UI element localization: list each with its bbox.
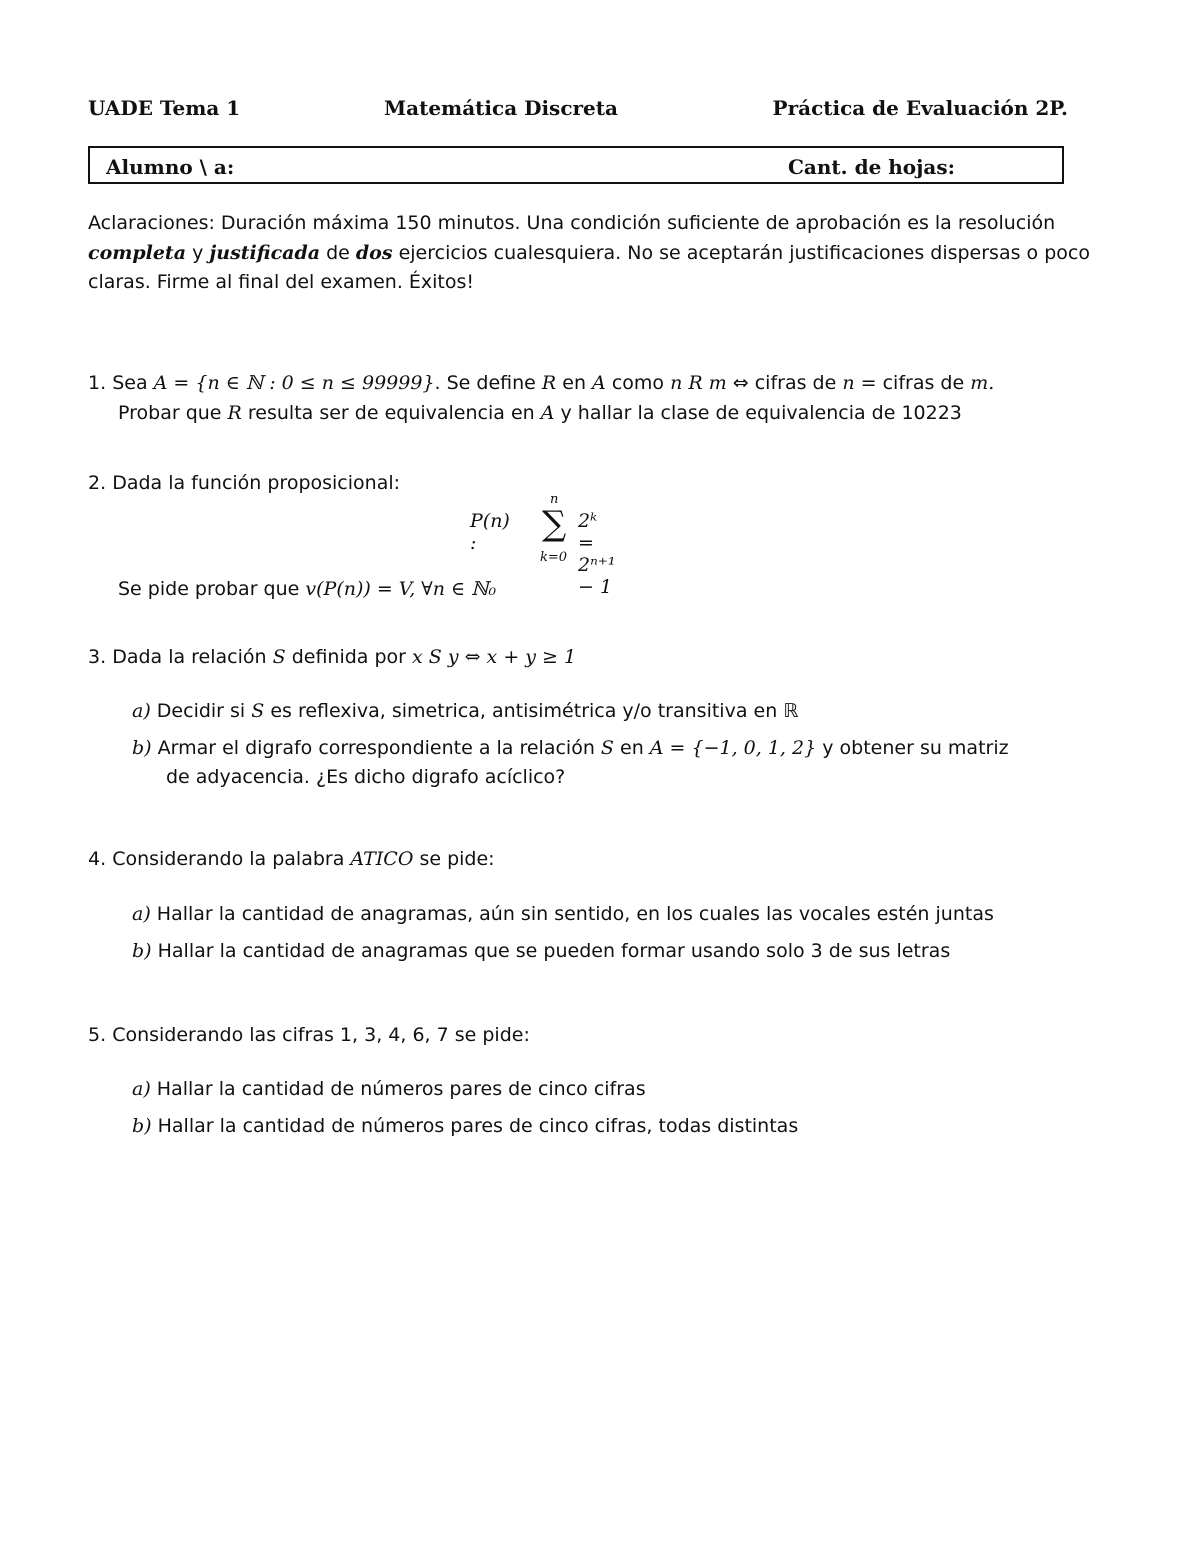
equation-lhs: P(n) : [470, 510, 510, 554]
question-5-part-a: a) Hallar la cantidad de números pares de cinco cifras [132, 1078, 646, 1100]
question-2: 2. Dada la función proposicional: [88, 472, 401, 494]
header-subject: Matemática Discreta [384, 96, 618, 120]
sum-lower-limit: k=0 [540, 550, 568, 565]
question-5: 5. Considerando las cifras 1, 3, 4, 6, 7 se pide: [88, 1024, 530, 1046]
question-4: 4. Considerando la palabra ATICO se pide: [88, 848, 495, 870]
question-5-part-b: b) Hallar la cantidad de números pares de cinco cifras, todas distintas [132, 1115, 799, 1137]
question-3-part-a: a) Decidir si S es reflexiva, simetrica, antisimétrica y/o transitiva en ℝ [132, 700, 799, 722]
question-1-line-2: Probar que R resulta ser de equivalencia en A y hallar la clase de equivalencia de 10223 [118, 402, 962, 424]
student-name-label: Alumno \ a: [106, 155, 235, 179]
equation-rhs: 2ᵏ = 2ⁿ⁺¹ − 1 [578, 510, 616, 598]
header-course: UADE Tema 1 [88, 96, 241, 120]
question-3-part-b: b) Armar el digrafo correspondiente a la relación S en A = {−1, 0, 1, 2} y obtener su matriz [132, 737, 1009, 759]
sum-upper-limit: n [550, 492, 559, 507]
notes-line-3: claras. Firme al final del examen. Éxitos! [88, 271, 475, 293]
sum-symbol: ∑ [542, 504, 567, 544]
sheet-count-label: Cant. de hojas: [788, 155, 955, 179]
header-exam: Práctica de Evaluación 2P. [772, 96, 1068, 120]
notes-line-1: Aclaraciones: Duración máxima 150 minutos. Una condición suficiente de aprobación es la resolución [88, 212, 1056, 234]
question-2-line-2: Se pide probar que v(P(n)) = V, ∀n ∈ ℕ₀ [118, 578, 497, 600]
notes-line-2: completa y justificada de dos ejercicios cualesquiera. No se aceptarán justificaciones dispersas o poco [88, 242, 1090, 264]
question-1: 1. Sea A = {n ∈ ℕ : 0 ≤ n ≤ 99999}. Se define R en A como n R m ⇔ cifras de n = cifras de m. [88, 372, 995, 394]
question-3-part-b-line-2: de adyacencia. ¿Es dicho digrafo acíclico? [166, 766, 566, 788]
question-4-part-b: b) Hallar la cantidad de anagramas que se pueden formar usando solo 3 de sus letras [132, 940, 951, 962]
question-4-part-a: a) Hallar la cantidad de anagramas, aún sin sentido, en los cuales las vocales estén juntas [132, 903, 994, 925]
question-3: 3. Dada la relación S definida por x S y ⇔ x + y ≥ 1 [88, 646, 577, 668]
student-info-box [88, 146, 1064, 184]
